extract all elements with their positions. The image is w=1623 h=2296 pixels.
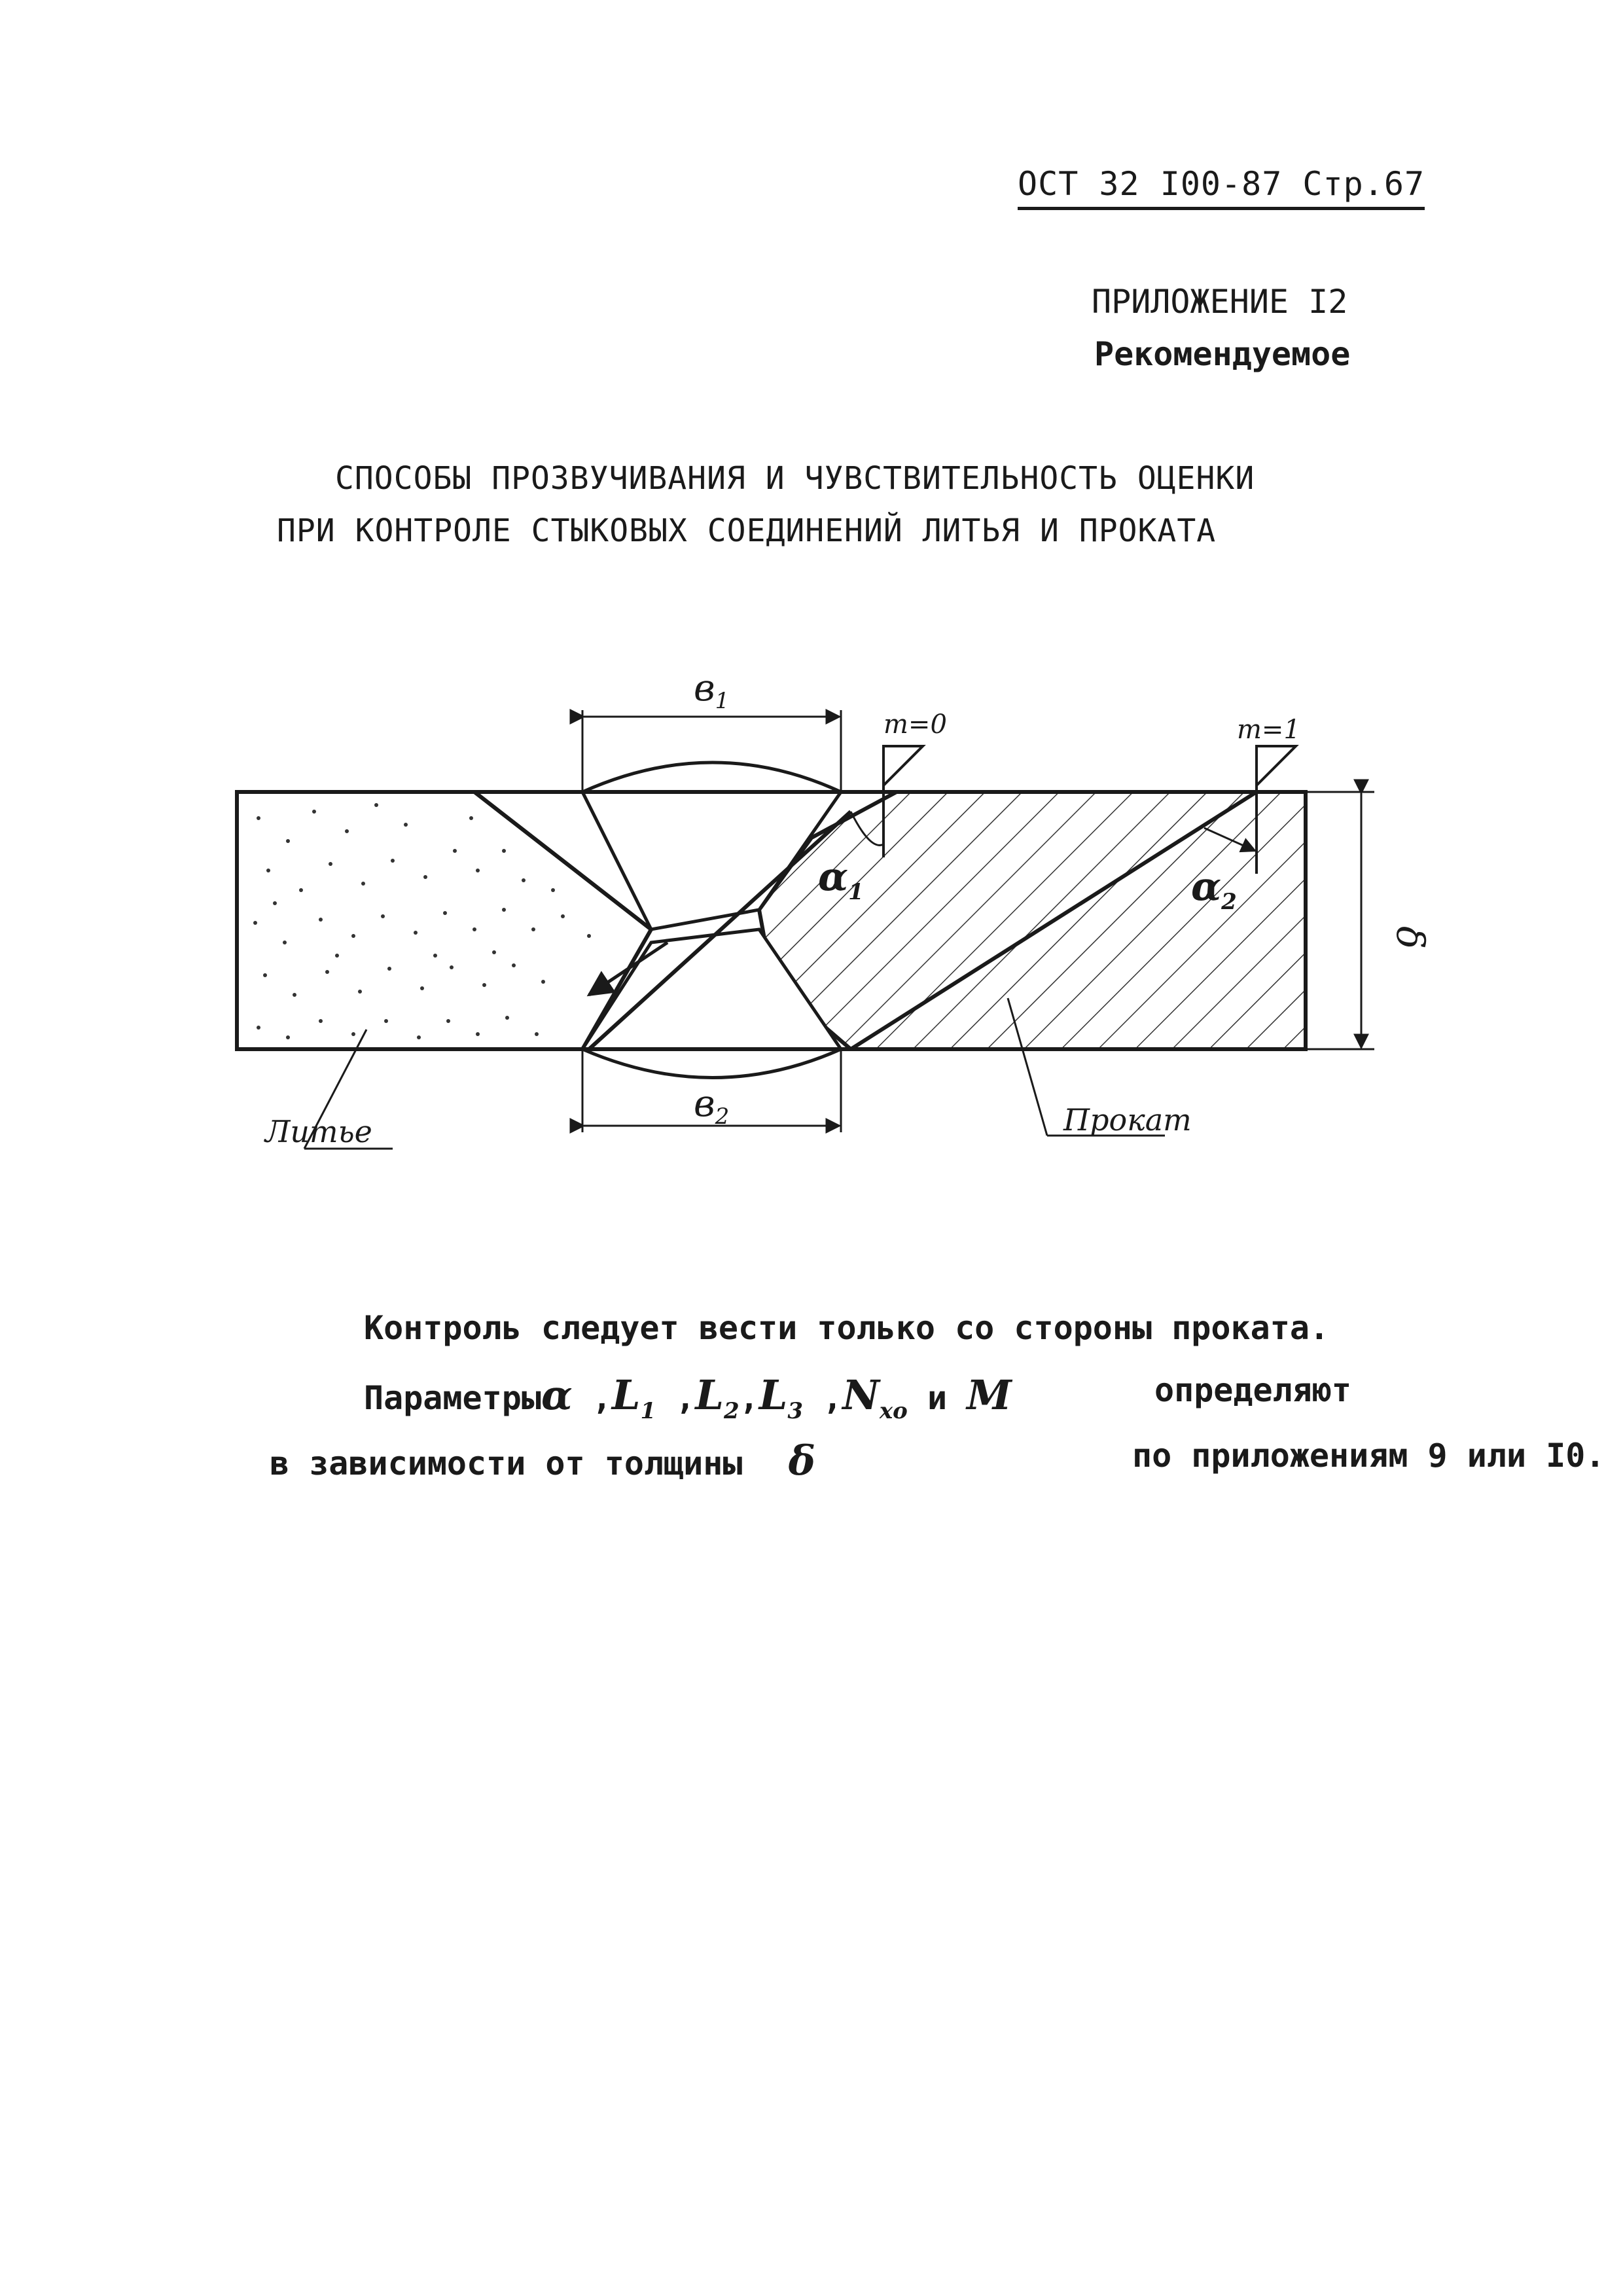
label-alpha2: $\alpha_2$ (1191, 864, 1237, 915)
label-m1: m=1 (1237, 715, 1300, 745)
conjunction: и (907, 1379, 967, 1417)
symbol-Nxo: $N_{xo}$ (842, 1371, 908, 1424)
document-title-line-2: ПРИ КОНТРОЛЕ СТЫКОВЫХ СОЕДИНЕНИЙ ЛИТЬЯ И ПРОКАТА (277, 512, 1217, 549)
thickness-line (270, 1437, 1605, 1484)
casting-part (237, 792, 651, 1049)
rolled-part (759, 792, 1306, 1049)
symbol-L3: $L_3$ (758, 1371, 803, 1424)
thickness-tail: по приложениям 9 или I0. (1132, 1437, 1605, 1475)
weld-joint-diagram (196, 655, 1440, 1191)
appendix-status: Рекомендуемое (1094, 335, 1351, 373)
symbol-L1: $L_1$ (611, 1371, 656, 1424)
thickness-lead: в зависимости от толщины (270, 1444, 743, 1482)
symbol-L2: $L_2$ (695, 1371, 740, 1424)
symbol-alpha: α (541, 1371, 573, 1419)
separator: , (803, 1379, 843, 1417)
symbol-delta: δ (788, 1437, 815, 1484)
standard-page-header: ОСТ 32 I00-87 Стр.67 (1018, 165, 1425, 210)
parameters-tail: определяют (1154, 1371, 1352, 1409)
label-m0: m=0 (883, 709, 947, 740)
label-alpha1: $\alpha_1$ (818, 854, 864, 905)
separator: , (572, 1379, 612, 1417)
label-casting: Литье (265, 1114, 372, 1149)
symbol-M: M (967, 1371, 1012, 1419)
separator: , (656, 1379, 696, 1417)
label-rolled: Прокат (1063, 1102, 1192, 1138)
label-b2: $в_2$ (694, 1083, 730, 1130)
parameters-line (364, 1371, 1352, 1424)
label-thickness: δ (1388, 926, 1433, 949)
document-title-line-1: СПОСОБЫ ПРОЗВУЧИВАНИЯ И ЧУВСТВИТЕЛЬНОСТЬ ОЦЕНКИ (335, 460, 1255, 497)
label-b1: $в_1$ (694, 667, 730, 714)
appendix-number: ПРИЛОЖЕНИЕ I2 (1092, 283, 1348, 321)
parameters-lead: Параметры (364, 1379, 541, 1417)
separator: , (739, 1379, 759, 1417)
control-note: Контроль следует вести только со стороны проката. (364, 1309, 1330, 1347)
